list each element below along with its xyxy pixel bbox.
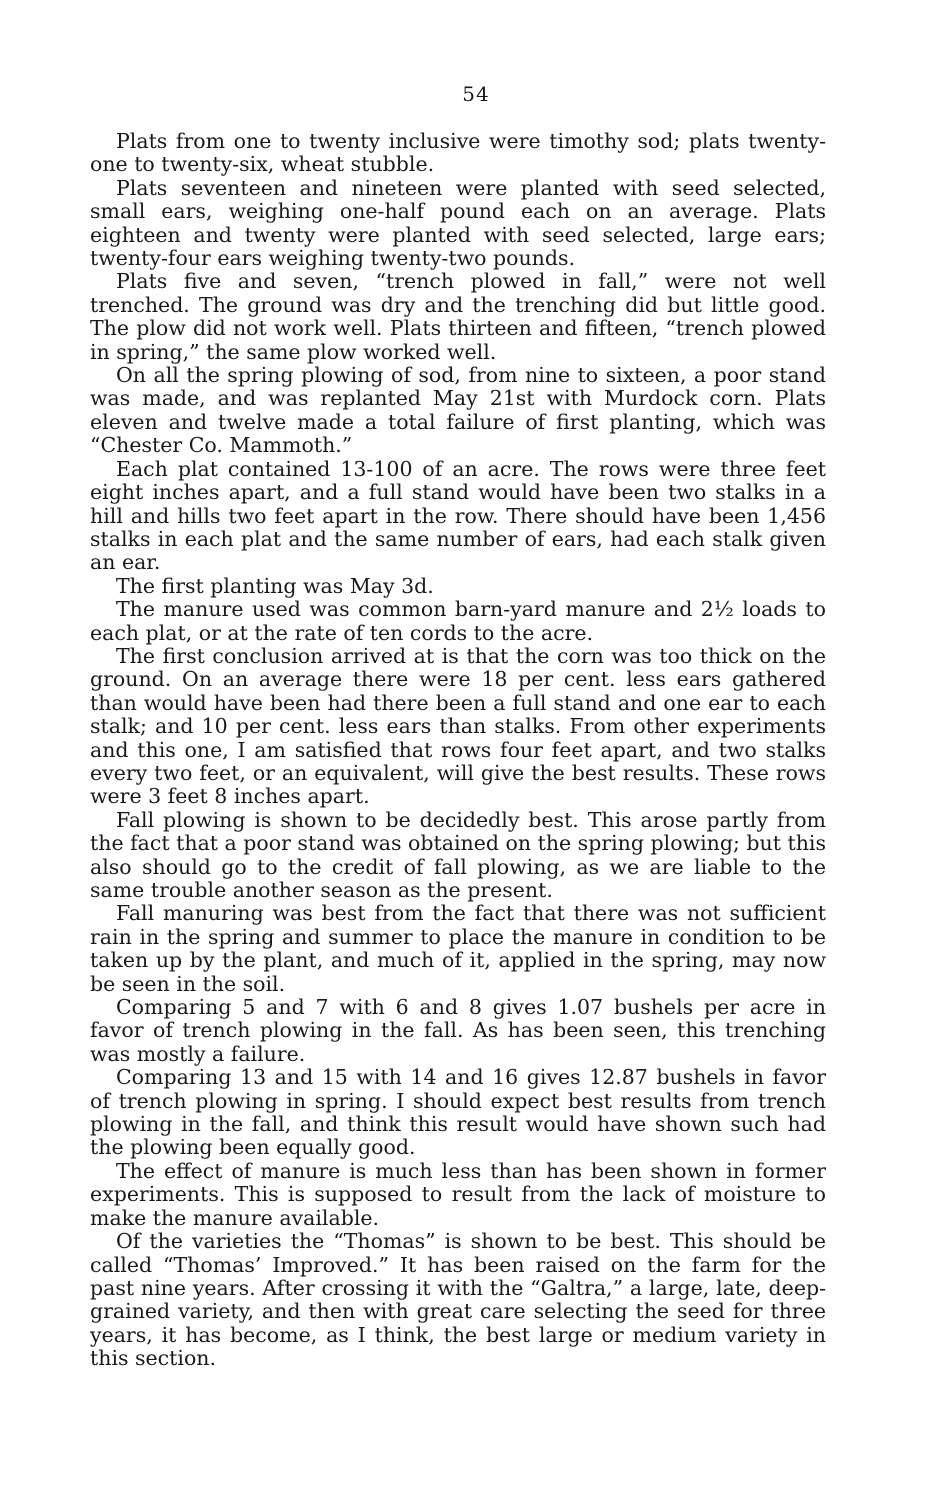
paragraph: Comparing 13 and 15 with 14 and 16 gives 12.87 bushels in favor of trench plowing in spring. I should expect best results from trench plowing in the fall, and think this result would have shown such had the plowing been equally good. xyxy=(90,1065,826,1160)
paragraph: The first conclusion arrived at is that the corn was too thick on the ground. On an average there were 18 per cent. less ears gathered than would have been had there been a full stand and one ear to each stalk; and 10 per cent. less ears than stalks. From other experiments and this one, I am satisfied that rows four feet apart, and two stalks every two feet, or an equivalent, will give the best results. These rows were 3 feet 8 inches apart. xyxy=(90,643,826,809)
paragraph: Plats from one to twenty inclusive were timothy sod; plats twenty-one to twenty-six, wheat stubble. xyxy=(90,129,826,177)
paragraph: The first planting was May 3d. xyxy=(116,573,434,598)
paragraph: Of the varieties the “Thomas” is shown to be best. This should be called “Thomas’ Improved.” It has been raised on the farm for the past nine years. After crossing it with the “Galtra,” a large, late, deep-grained variety, and then with great care selecting the seed for three years, it has become, as I think, the best large or medium variety in this section. xyxy=(90,1229,826,1371)
paragraph: The effect of manure is much less than has been shown in former experiments. This is supposed to result from the lack of moisture to make the manure available. xyxy=(90,1158,826,1230)
paragraph: Fall manuring was best from the fact that there was not sufficient rain in the spring and summer to place the manure in condition to be taken up by the plant, and much of it, applied in the spring, may now be seen in the soil. xyxy=(90,901,826,996)
paragraph: On all the spring plowing of sod, from nine to sixteen, a poor stand was made, and was replanted May 21st with Murdock corn. Plats eleven and twelve made a total failure of first planting, which was “Chester Co. Mammoth.” xyxy=(90,363,826,458)
page-number: 54 xyxy=(462,82,490,106)
paragraph: Plats five and seven, “trench plowed in fall,” were not well trenched. The ground was dry and the trenching did but little good. The plow did not work well. Plats thirteen and fifteen, “trench plowed in spring,” the same plow worked well. xyxy=(90,269,826,364)
paragraph: The manure used was common barn-yard manure and 2½ loads to each plat, or at the rate of ten cords to the acre. xyxy=(90,597,826,645)
paragraph: Fall plowing is shown to be decidedly best. This arose partly from the fact that a poor stand was obtained on the spring plowing; but this also should go to the credit of fall plowing, as we are liable to the same trouble another season as the present. xyxy=(90,807,826,902)
paragraph: Each plat contained 13-100 of an acre. The rows were three feet eight inches apart, and a full stand would have been two stalks in a hill and hills two feet apart in the row. There should have been 1,456 stalks in each plat and the same number of ears, had each stalk given an ear. xyxy=(90,456,826,575)
body-text xyxy=(90,130,826,1371)
paragraph: Comparing 5 and 7 with 6 and 8 gives 1.07 bushels per acre in favor of trench plowing in the fall. As has been seen, this trenching was mostly a failure. xyxy=(90,995,826,1066)
paragraph: Plats seventeen and nineteen were planted with seed selected, small ears, weighing one-half pound each on an average. Plats eighteen and twenty were planted with seed selected, large ears; twenty-four ears weighing twenty-two pounds. xyxy=(90,175,826,271)
